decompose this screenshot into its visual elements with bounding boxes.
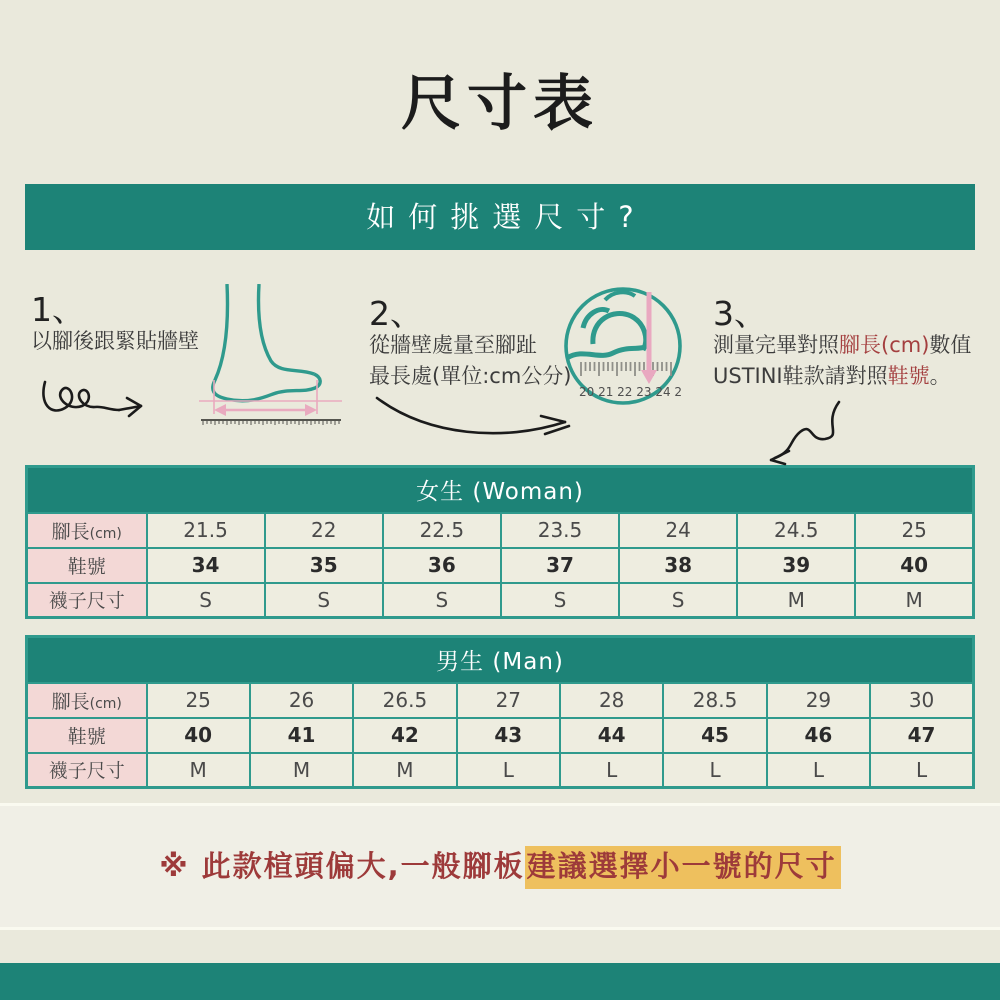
man-shoe-size-row: 鞋號 40 41 42 43 44 45 46 47 xyxy=(27,718,974,753)
foot-length-label: 腳長(cm) xyxy=(27,683,147,718)
step-3-line1-pre: 測量完畢對照 xyxy=(713,333,839,357)
woman-sock-size-row: 襪子尺寸 S S S S S M M xyxy=(27,583,974,618)
sock-size-label: 襪子尺寸 xyxy=(27,753,147,788)
sizing-note-text xyxy=(0,844,1000,885)
man-sock-size-row: 襪子尺寸 M M M L L L L L xyxy=(27,753,974,788)
step-2 xyxy=(365,284,695,458)
step-2-number: 2、 xyxy=(369,294,423,333)
man-size-table xyxy=(25,635,975,789)
note-prefix: ※ 此款楦頭偏大,一般腳板 xyxy=(159,849,525,883)
step-3-number: 3、 xyxy=(713,294,767,333)
curved-arrow-icon xyxy=(373,392,583,450)
woman-table-title: 女生 (Woman) xyxy=(27,467,974,513)
woman-foot-length-row: 腳長(cm) 21.5 22 22.5 23.5 24 24.5 25 xyxy=(27,513,974,548)
step-1 xyxy=(25,284,365,458)
toe-magnifier-illustration xyxy=(553,284,693,414)
loop-arrow-down-icon xyxy=(753,396,853,466)
man-foot-length-row: 腳長(cm) 25 26 26.5 27 28 28.5 29 30 xyxy=(27,683,974,718)
step-3-line1-post: 數值 xyxy=(929,333,972,357)
step-1-number: 1、 xyxy=(31,290,85,329)
step-3-line2-pre: USTINI鞋款請對照 xyxy=(713,364,888,388)
man-table-title: 男生 (Man) xyxy=(27,637,974,683)
shoe-size-label: 鞋號 xyxy=(27,718,147,753)
step-3-foot-length-red: 腳長(cm) xyxy=(839,333,930,357)
step-3-shoe-size-red: 鞋號 xyxy=(887,364,930,388)
measuring-steps xyxy=(25,284,975,458)
how-to-choose-banner: 如何挑選尺寸? xyxy=(25,184,975,250)
foot-measure-illustration xyxy=(193,284,348,432)
woman-shoe-size-row: 鞋號 34 35 36 37 38 39 40 xyxy=(27,548,974,583)
foot-length-label: 腳長(cm) xyxy=(27,513,147,548)
squiggle-arrow-icon xyxy=(37,362,157,434)
step-3 xyxy=(695,284,975,458)
step-2-line2: 最長處(單位:cm公分) xyxy=(369,364,572,388)
woman-size-table xyxy=(25,465,975,619)
magnifier-ruler-numbers: 20 21 22 23 24 2 xyxy=(579,385,683,399)
step-2-text xyxy=(369,330,571,392)
step-1-text: 以腳後跟緊貼牆壁 xyxy=(31,329,199,353)
page-title: 尺寸表 xyxy=(401,69,599,139)
footer-teal-bar xyxy=(0,963,1000,1000)
step-3-text xyxy=(713,330,971,392)
sizing-note-box xyxy=(0,803,1000,930)
note-highlight: 建議選擇小一號的尺寸 xyxy=(525,846,841,889)
step-2-line1: 從牆壁處量至腳趾 xyxy=(369,333,537,357)
step-3-line2-post: 。 xyxy=(929,364,951,388)
shoe-size-label: 鞋號 xyxy=(27,548,147,583)
sock-size-label: 襪子尺寸 xyxy=(27,583,147,618)
